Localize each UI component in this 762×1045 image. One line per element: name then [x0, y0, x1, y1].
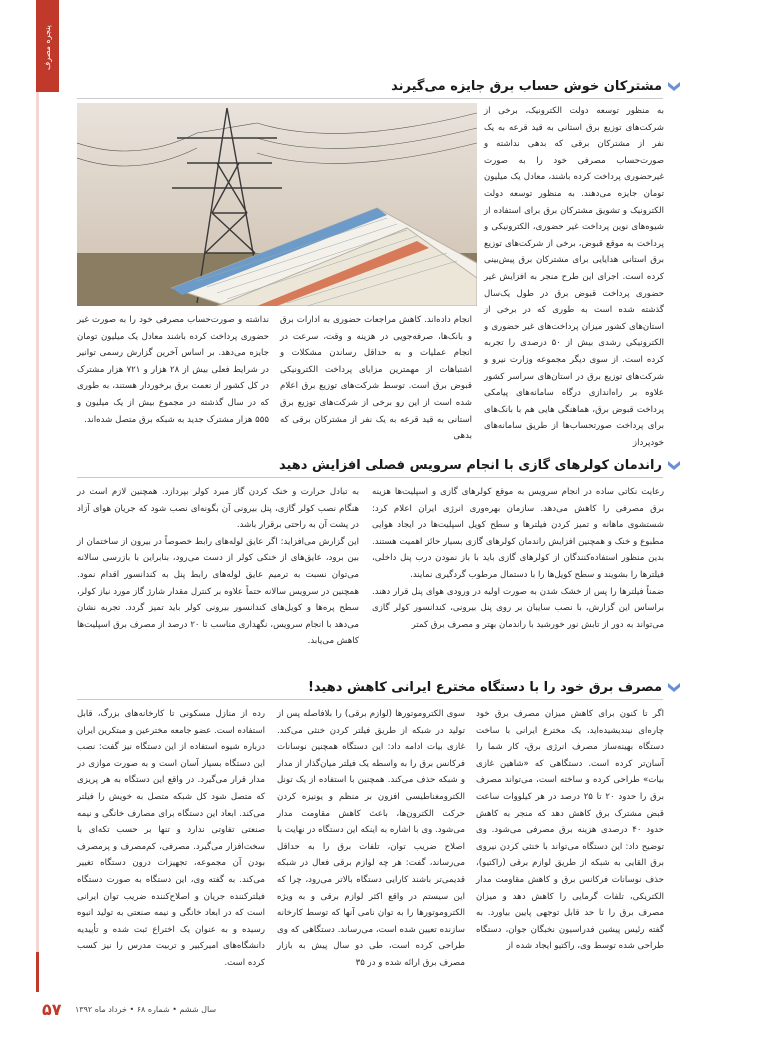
article3-paragraph-middle: سوی الکتروموتورها (لوازم برقی) را بلافاصله پس از تولید در شبکه از طریق فیلتر کردن خنثی می‌کند. غازی بیات ادامه داد: این دستگاه همچنین نوسانات فرکانس برق را به واسطه یک فیلتر میان‌گذار از مدار و شبکه حذف می‌کند. همچنین با استفاده از یک تونل الکترومغناطیسی افزون بر منظم و یونیزه کردن حرکت الکترون‌ها، باعث کاهش مقاومت مدار می‌شود. وی با اشاره به اینکه این دستگاه در نهایت با اصلاح ضریب توان، تلفات برق را به حداقل می‌رساند، گفت: هر چه لوازم برقی فعال در شبکه قدیمی‌تر باشند کارایی دستگاه بالاتر می‌رود، چرا که این سیستم در واقع اکثر لوازم برقی و به ویژه الکتروموتورها را به توان نامی آنها که توسط کارخانه سازنده تعیین شده است، می‌رساند. دستگاهی که وی طراحی کرده است، طی دو سال پیش به بازار مصرف برق ارائه شده و در ۳۵ — [277, 709, 465, 968]
article2-column-left — [77, 484, 359, 650]
article3-paragraph-left: رده از منازل مسکونی تا کارخانه‌های بزرگ، قابل استفاده است. عضو جامعه مخترعین و مبتکرین ایران درباره شیوه استفاده از این دستگاه نیز گفت: نصب این دستگاه بسیار آسان است و به صورت موازی در مدار قرار می‌گیرد. در واقع این دستگاه به هر پریزی که متصل شود کل شبکه متصل به خویش را فیلتر می‌کند. ابعاد این دستگاه برای مصارف خانگی و نیمه صنعتی تفاوتی ندارد و تنها بر حسب تکه‌ای با سخت‌افزار می‌گیرد. مصرفی، کم‌مصرف و پرمصرف بودن آن مجموعه، تجهیزات درون دستگاه تغییر می‌کند. به گفته وی، این دستگاه به صورت دستگاه فیلترکننده جریان و اصلاح‌کننده ضریب توان ایرانی است که در ابعاد خانگی و نیمه صنعتی به تولید انبوه رسیده و به عنوان یک اختراع ثبت شده و تأییدیه دانشگاه‌های امیرکبیر و تربیت مدرس را نیز کسب کرده است. — [77, 709, 265, 968]
article2-paragraph-2: ضمناً فیلترها را پس از خشک شدن به صورت اولیه در ورودی هوای پنل قرار دهند. براساس این گزارش، با نصب سایبان بر روی پنل بیرونی، کندانسور کولر گازی می‌تواند به دور از تابش نور خورشید با راندمان بهتر و مصرف برق کمتر — [372, 586, 664, 630]
article2-rule — [77, 477, 663, 478]
article2-paragraph-1: رعایت نکاتی ساده در انجام سرویس به موقع کولرهای گازی و اسپلیت‌ها هزینه برق مصرفی را کاهش می‌دهد. سازمان بهره‌وری انرژی ایران اعلام کرد: شستشوی ماهانه و تمیز کردن فیلترها و سطح کویل اسپلیت‌ها در ایجاد هوایی مطبوع و خنک و همچنین افزایش راندمان کولرهای گازی بسیار حائز اهمیت هستند. بدین منظور استفاده‌کنندگان از کولرهای گازی باید با باز نمودن درب پنل داخلی، فیلترها را بشویند و سطح کویل‌ها را با دستمال مرطوب گردگیری نمایند. — [372, 487, 664, 580]
article2-paragraph-4: این گزارش می‌افزاید: اگر عایق لوله‌های رابط خصوصاً در بیرون از ساختمان از بین برود، عایق‌های از خنکی کولر از دست می‌رود، بنابراین با بازرسی سالانه می‌توان نسبت به ترمیم عایق لوله‌های رابط پنل به کندانسور اقدام نمود. همچنین در سرویس سالانه حتماً علاوه بر کنترل مقدار شارژ گاز مورد نیاز کولر، سطح پره‌ها و کویل‌های کندانسور بیرونی کولر باید تمیز گردد. تجربه نشان می‌دهد با انجام سرویس، نگهداری مناسب تا ۲۰ درصد از مصرف برق اسپلیت‌ها کاهش می‌یابد. — [77, 536, 359, 647]
article1-column-middle — [280, 312, 472, 445]
article1-paragraph-middle: انجام داده‌اند. کاهش مراجعات حضوری به ادارات برق و بانک‌ها، صرفه‌جویی در هزینه و وقت، سرعت در انجام عملیات و به حداقل رساندن مشکلات و اشتباهات از مهمترین مزایای پرداخت الکترونیکی قبوض برق است. توسط شرکت‌های توزیع برق اعلام شده است از این رو برخی از شرکت‌های توزیع برق استانی به قید قرعه به یک نفر از مشترکان برقی که بدهی — [280, 315, 472, 442]
article1-paragraph-right: به منظور توسعه دولت الکترونیک، برخی از شرکت‌های توزیع برق استانی به قید قرعه به یک نفر از مشترکان برقی که بدهی نداشته و صورت‌حساب مصرفی خود را به صورت غیرحضوری پرداخت کرده باشند، معادل یک میلیون تومان جایزه می‌دهند. به منظور توسعه دولت الکترونیک و تشویق مشترکان برق برای استفاده از شیوه‌های نوین پرداخت غیر حضوری، الکترونیکی و پرداخت به موقع قبوض، برخی از شرکت‌های توزیع برق استانی هدایایی برای مشترکان برق پیش‌بینی کرده است. اجرای این طرح منجر به افزایش غیر حضوری پرداخت قبوض برق در طول یک‌سال گذشته شده است به طوری که در برخی از استان‌های کشور میزان پرداخت‌های غیر حضوری و الکترونیکی رشدی بیش از ۵۰ درصدی را تجربه کرده است. از سوی دیگر مجموعه وزارت نیرو و شرکت‌های توزیع برق در استان‌های سراسر کشور علاوه بر راه‌اندازی درگاه سامانه‌های پیامکی پرداخت قبوض برق، هماهنگی هایی هم با بانک‌های برای پرداخت صورتحساب‌ها از طریق سامانه‌های خودپرداز — [484, 106, 664, 448]
chevron-down-icon — [667, 459, 681, 473]
section-tab-label: پنجره مصرف — [43, 25, 52, 71]
article3-paragraph-right: اگر تا کنون برای کاهش میزان مصرف برق خود چاره‌ای نیندیشیده‌اید، یک مخترع ایرانی با ساخت دستگاه بهینه‌ساز مصرف انرژی برق، کار شما را آسان‌تر کرده است. دستگاهی که «شاهین غازی بیات» طراحی کرده و ساخته است، می‌تواند مصرف برق را حدود ۲۰ تا ۲۵ درصد در هر کیلووات ساعت قبض مشترک برق کاهش دهد که منجر به کاهش حدود ۴۰ درصدی هزینه برق مصرفی می‌شود. وی توضیح داد: این دستگاه می‌تواند با خنثی کردن نیروی برق القایی به شبکه از طریق لوازم برقی (راکتیو)، حذف نوسانات فرکانس برق و کاهش مقاومت مدار الکتریکی، تلفات گرمایی را کاهش دهد و میزان مصرف برق را تا حد قابل توجهی پایین بیاورد. به گفته رئیس پیشین فدراسیون نخبگان جوان، دستگاه طراحی شده توسط وی، راکتیو ایجاد شده از — [476, 709, 664, 952]
article2-paragraph-3: به تبادل حرارت و خنک کردن گاز مبرد کولر بپردازد. همچنین لازم است در هنگام نصب کولر گازی، پنل بیرونی آن بگونه‌ای نصب شود که جریان هوای آزاد در پشت آن به راحتی برقرار باشد. — [77, 487, 359, 531]
article1-title: مشترکان خوش حساب برق جایزه می‌گیرند — [391, 79, 662, 94]
article3-column-middle — [277, 706, 465, 972]
chevron-down-icon — [667, 80, 681, 94]
article3-title: مصرف برق خود را با دستگاه مخترع ایرانی کاهش دهید! — [307, 680, 662, 695]
article1-column-right — [484, 103, 664, 451]
article2-title: راندمان کولرهای گازی با انجام سرویس فصلی افزایش دهید — [278, 458, 662, 473]
article3-rule — [77, 699, 663, 700]
article3-column-left — [77, 706, 265, 972]
issue-info: سال ششم • شماره ۶۸ • خرداد ماه ۱۳۹۲ — [75, 1005, 217, 1014]
article1-rule — [77, 98, 663, 99]
article3-column-right — [476, 706, 664, 955]
page-number: ۵۷ — [42, 1000, 62, 1019]
footer-accent — [36, 952, 39, 992]
article1-paragraph-left: نداشته و صورت‌حساب مصرفی خود را به صورت غیر حضوری پرداخت کرده باشند معادل یک میلیون تومان جایزه می‌دهد. بر اساس آخرین گزارش رسمی توانیر در شرایط فعلی بیش از ۲۸ هزار و ۷۲۱ هزار مشترک در کل کشور از نعمت برق برخوردار هستند، به طوری که در سال گذشته در مجموع بیش از یک میلیون و ۵۵۵ هزار مشترک جدید به شبکه برق متصل شده‌اند. — [77, 315, 269, 425]
section-tab — [36, 0, 59, 92]
chevron-down-icon — [667, 681, 681, 695]
article2-column-right — [372, 484, 664, 633]
side-strip — [36, 92, 39, 952]
article1-column-left — [77, 312, 269, 428]
article1-photo — [77, 103, 477, 306]
